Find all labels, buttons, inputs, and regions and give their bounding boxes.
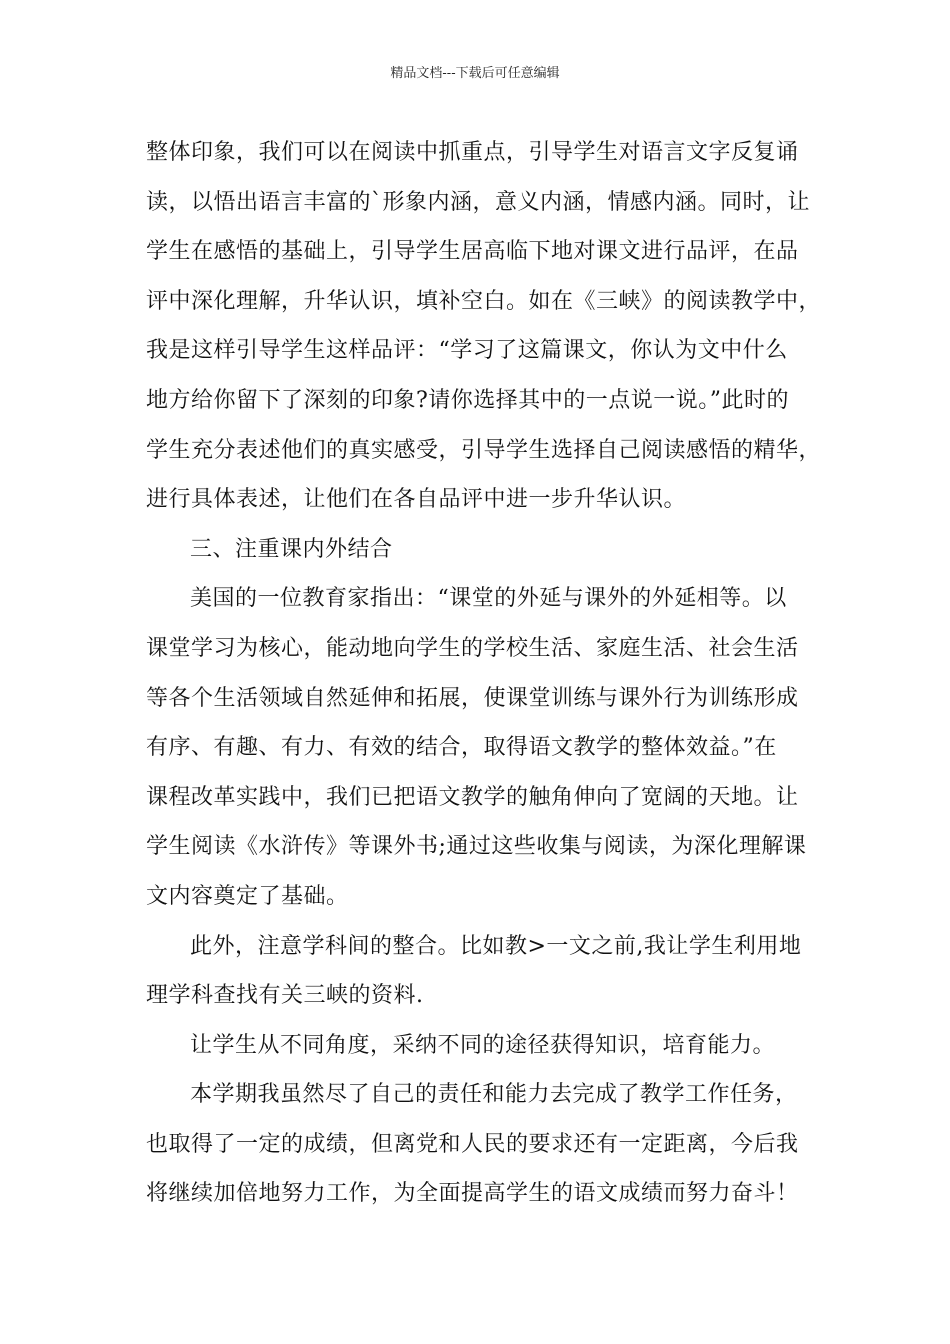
text-line: 读，以悟出语言丰富的`形象内涵，意义内涵，情感内涵。同时，让 <box>146 189 811 215</box>
text-line: 地方给你留下了深刻的印象?请你选择其中的一点说一说。”此时的 <box>146 387 790 413</box>
text-line: 整体印象，我们可以在阅读中抓重点，引导学生对语言文字反复诵 <box>146 140 799 165</box>
text-line: 学生阅读《水浒传》等课外书;通过这些收集与阅读，为深化理解课 <box>146 834 807 860</box>
page-header: 精品文档---下载后可任意编辑 <box>390 66 560 81</box>
text-line: 学生在感悟的基础上，引导学生居高临下地对课文进行品评，在品 <box>146 239 799 265</box>
document-body <box>146 128 822 1219</box>
text-line: 文内容奠定了基础。 <box>146 883 349 909</box>
text-line: 本学期我虽然尽了自己的责任和能力去完成了教学工作任务， <box>190 1082 798 1108</box>
text-line: 课堂学习为核心，能动地向学生的学校生活、家庭生活、社会生活 <box>146 635 799 661</box>
text-line: 也取得了一定的成绩，但离党和人民的要求还有一定距离，今后我 <box>146 1131 799 1157</box>
text-line: 此外，注意学科间的整合。比如教>一文之前,我让学生利用地 <box>190 933 802 959</box>
text-line: 等各个生活领域自然延伸和拓展，使课堂训练与课外行为训练形成 <box>146 685 799 711</box>
text-line: 让学生从不同角度，采纳不同的途径获得知识，培育能力。 <box>190 1032 776 1058</box>
text-line: 进行具体表述，让他们在各自品评中进一步升华认识。 <box>146 487 687 513</box>
text-line: 美国的一位教育家指出：“课堂的外延与课外的外延相等。以 <box>190 586 787 612</box>
text-line: 评中深化理解，升华认识，填补空白。如在《三峡》的阅读教学中， <box>146 288 822 314</box>
text-line: 有序、有趣、有力、有效的结合，取得语文教学的整体效益。”在 <box>146 735 777 761</box>
text-line: 课程改革实践中，我们已把语文教学的触角伸向了宽阔的天地。让 <box>146 784 799 810</box>
text-line: 三、注重课内外结合 <box>190 536 393 562</box>
text-line: 我是这样引导学生这样品评：“学习了这篇课文，你认为文中什么 <box>146 338 788 364</box>
text-line: 将继续加倍地努力工作，为全面提高学生的语文成绩而努力奋斗！ <box>146 1181 799 1207</box>
text-line: 学生充分表述他们的真实感受，引导学生选择自己阅读感悟的精华， <box>146 437 822 463</box>
text-line: 理学科查找有关三峡的资料. <box>146 983 424 1009</box>
